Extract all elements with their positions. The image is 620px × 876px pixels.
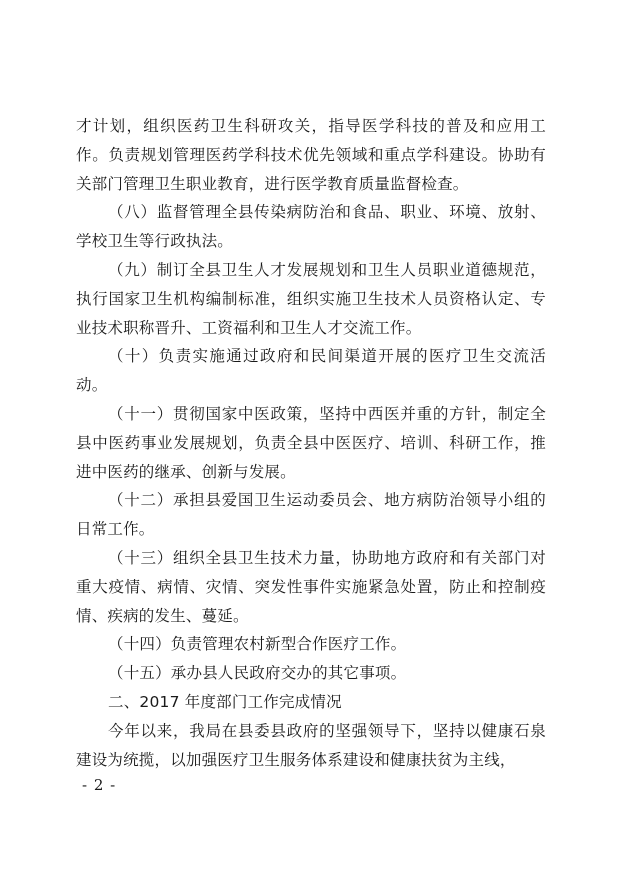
section-heading: 二、2017 年度部门工作完成情况 — [108, 692, 342, 711]
paragraph-item-14: （十四）负责管理农村新型合作医疗工作。 — [108, 635, 407, 654]
paragraph-item-9: （九）制订全县卫生人才发展规划和卫生人员职业道德规范，执行国家卫生机构编制标准，组织实施卫生技术人员资格认定、专业技术职称晋升、工资福利和卫生人才交流工作。 — [76, 260, 546, 337]
paragraph-item-13: （十三）组织全县卫生技术力量，协助地方政府和有关部门对重大疫情、病情、灾情、突发性事件实施紧急处置，防止和控制疫情、疾病的发生、蔓延。 — [76, 548, 546, 625]
paragraph-item-12: （十二）承担县爱国卫生运动委员会、地方病防治领导小组的日常工作。 — [76, 491, 546, 539]
paragraph-continued: 才计划，组织医药卫生科研攻关，指导医学科技的普及和应用工作。负责规划管理医药学科技术优先领域和重点学科建设。协助有关部门管理卫生职业教育，进行医学教育质量监督检查。 — [76, 117, 546, 193]
paragraph-item-11: （十一）贯彻国家中医政策，坚持中西医并重的方针，制定全县中医药事业发展规划，负责全县中医医疗、培训、科研工作，推进中医药的继承、创新与发展。 — [76, 404, 546, 481]
page-number: - 2 - — [82, 776, 117, 794]
paragraph-item-8: （八）监督管理全县传染病防治和食品、职业、环境、放射、学校卫生等行政执法。 — [76, 203, 546, 251]
paragraph-closing: 今年以来，我局在县委县政府的坚强领导下，坚持以健康石泉建设为统揽，以加强医疗卫生服务体系建设和健康扶贫为主线， — [76, 721, 546, 769]
paragraph-item-15: （十五）承办县人民政府交办的其它事项。 — [108, 664, 407, 683]
document-body — [76, 112, 546, 774]
paragraph-item-10: （十）负责实施通过政府和民间渠道开展的医疗卫生交流活动。 — [76, 347, 546, 395]
